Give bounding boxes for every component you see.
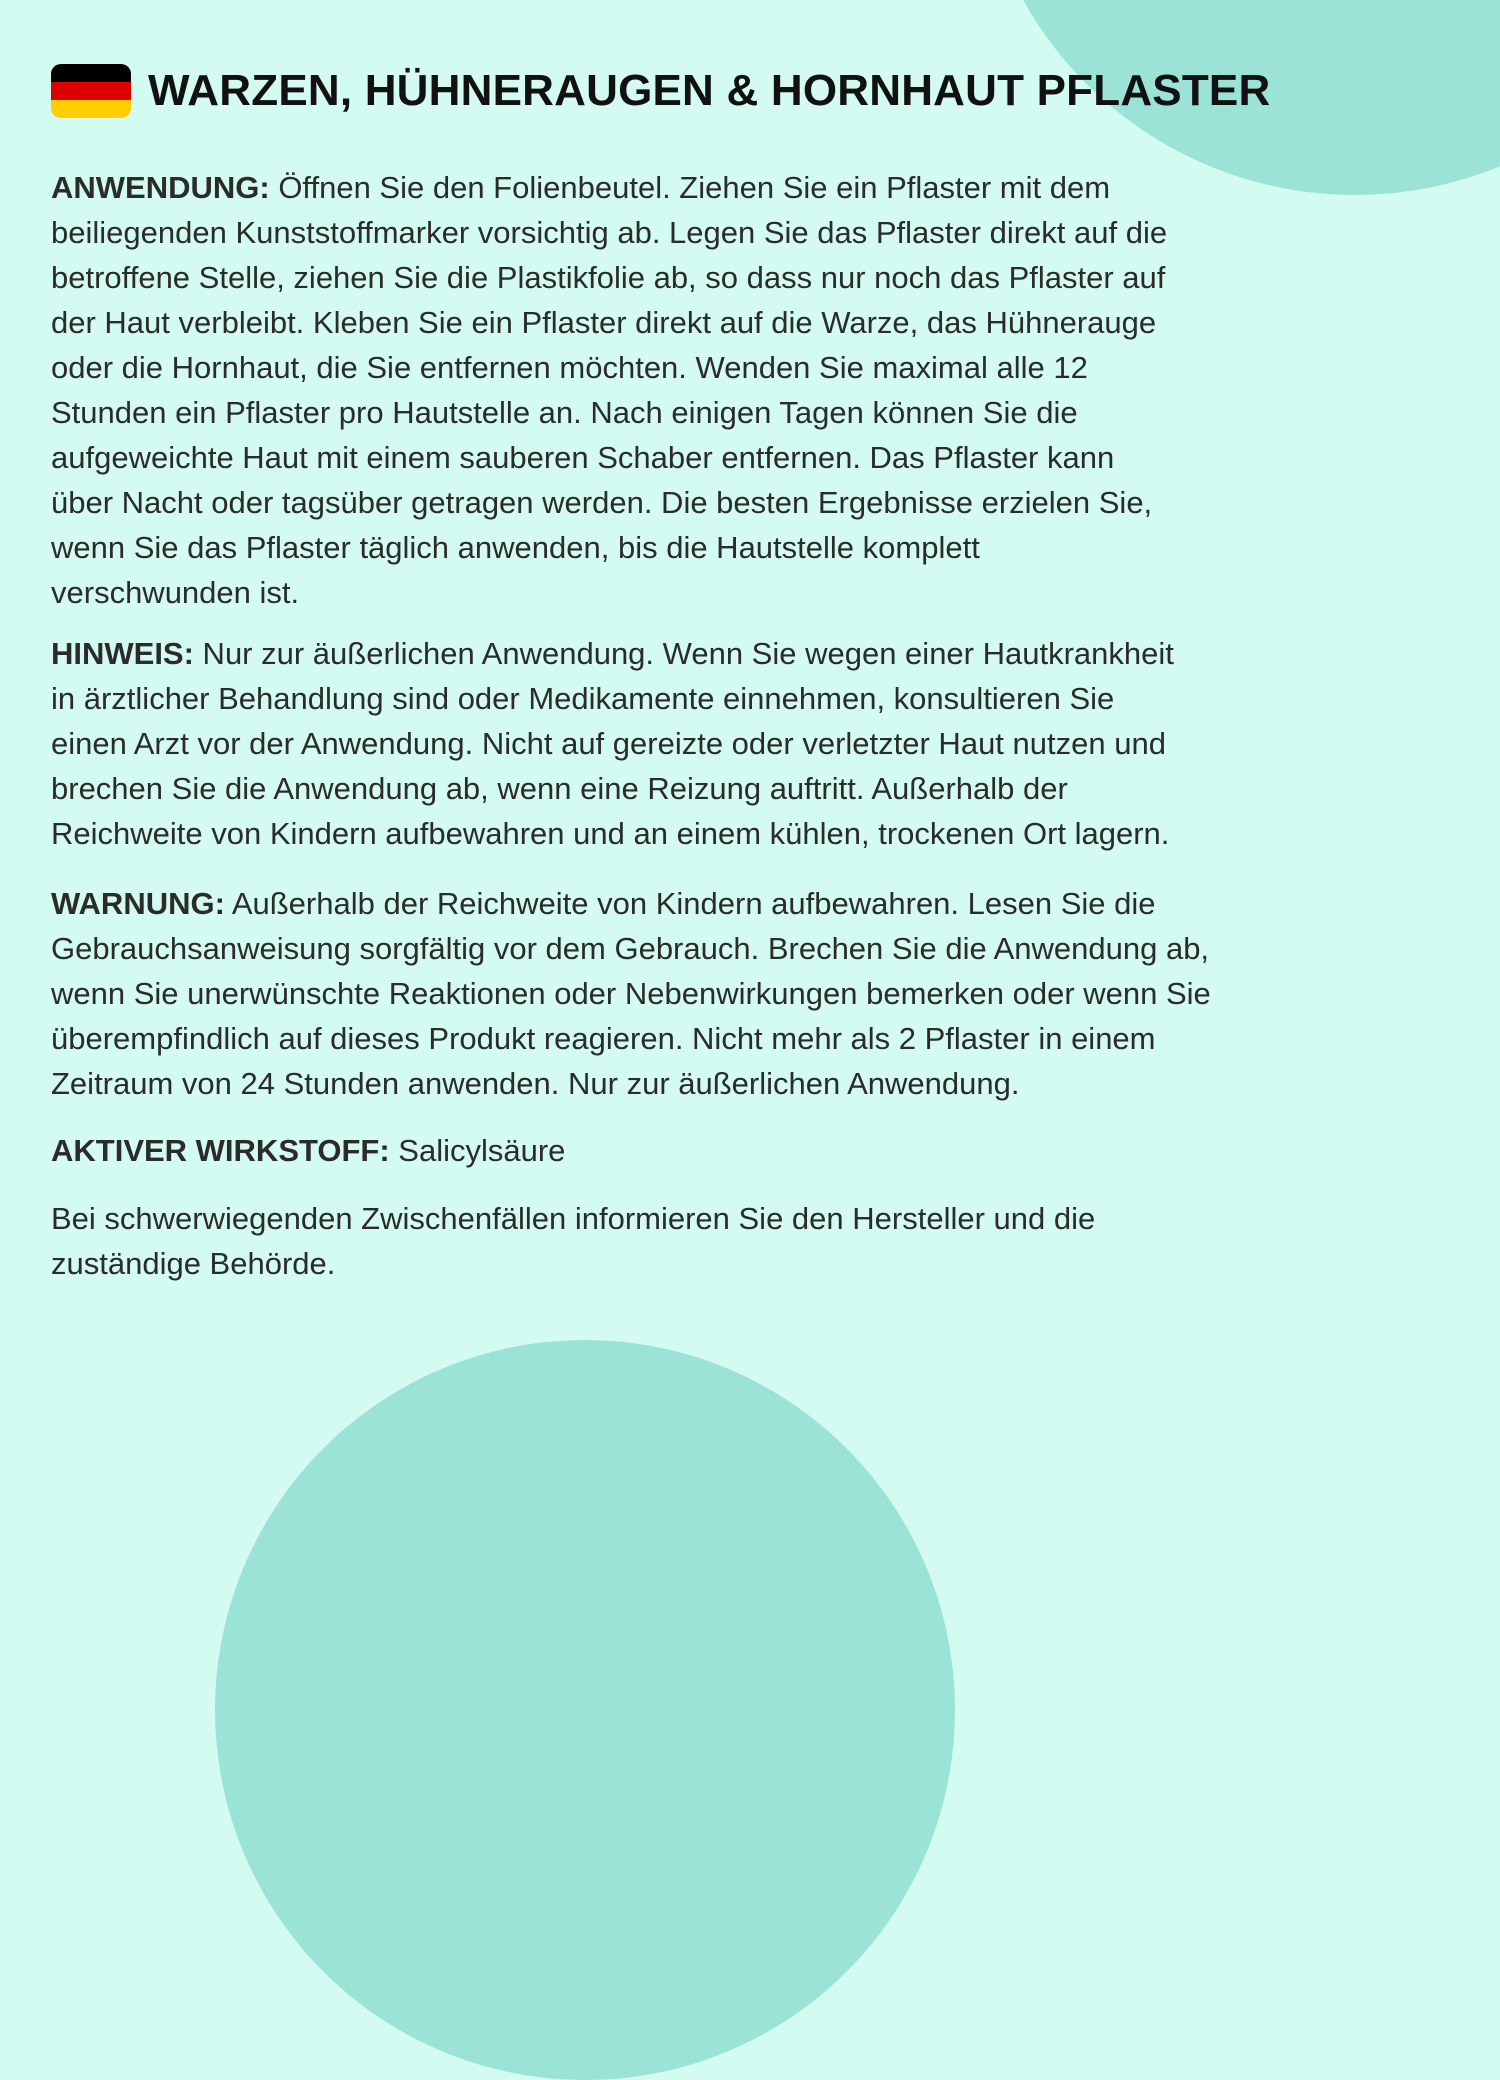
text-line: wenn Sie unerwünschte Reaktionen oder Nebenwirkungen bemerken oder wenn Sie: [51, 976, 1211, 1011]
text-line: beiliegenden Kunststoffmarker vorsichtig ab. Legen Sie das Pflaster direkt auf die: [51, 215, 1168, 250]
section-anwendung: [51, 165, 1167, 615]
text-line: wenn Sie das Pflaster täglich anwenden, bis die Hautstelle komplett: [51, 530, 980, 565]
section-warnung: [51, 881, 1211, 1106]
flag-stripe-red: [51, 82, 131, 100]
page-title: WARZEN, HÜHNERAUGEN & HORNHAUT PFLASTER: [148, 66, 1271, 115]
text-line: in ärztlicher Behandlung sind oder Medikamente einnehmen, konsultieren Sie: [51, 681, 1115, 716]
text-line: Nur zur äußerlichen Anwendung. Wenn Sie wegen einer Hautkrankheit: [193, 636, 1174, 671]
section-label: AKTIVER WIRKSTOFF:: [51, 1133, 390, 1168]
text-line: Öffnen Sie den Folienbeutel. Ziehen Sie ein Pflaster mit dem: [269, 170, 1111, 205]
text-line: überempfindlich auf dieses Produkt reagieren. Nicht mehr als 2 Pflaster in einem: [51, 1021, 1156, 1056]
flag-stripe-gold: [51, 100, 131, 118]
text-line: der Haut verbleibt. Kleben Sie ein Pflaster direkt auf die Warze, das Hühnerauge: [51, 305, 1157, 340]
text-line: verschwunden ist.: [51, 575, 300, 610]
text-line: zuständige Behörde.: [51, 1246, 336, 1281]
section-label: WARNUNG:: [51, 886, 225, 921]
text-line: Bei schwerwiegenden Zwischenfällen informieren Sie den Hersteller und die: [51, 1201, 1096, 1236]
germany-flag-icon: [51, 64, 131, 118]
text-line: Außerhalb der Reichweite von Kindern aufbewahren. Lesen Sie die: [224, 886, 1156, 921]
flag-stripe-black: [51, 64, 131, 82]
section-label: ANWENDUNG:: [51, 170, 270, 205]
section-label: HINWEIS:: [51, 636, 194, 671]
text-line: oder die Hornhaut, die Sie entfernen möchten. Wenden Sie maximal alle 12: [51, 350, 1088, 385]
active-ingredient: Salicylsäure: [389, 1133, 566, 1168]
header: [51, 56, 1451, 126]
text-line: Gebrauchsanweisung sorgfältig vor dem Gebrauch. Brechen Sie die Anwendung ab,: [51, 931, 1210, 966]
section-footer-notice: [51, 1196, 1095, 1286]
text-line: Reichweite von Kindern aufbewahren und an einem kühlen, trockenen Ort lagern.: [51, 816, 1170, 851]
text-line: betroffene Stelle, ziehen Sie die Plastikfolie ab, so dass nur noch das Pflaster auf: [51, 260, 1166, 295]
text-line: Stunden ein Pflaster pro Hautstelle an. Nach einigen Tagen können Sie die: [51, 395, 1078, 430]
text-line: brechen Sie die Anwendung ab, wenn eine Reizung auftritt. Außerhalb der: [51, 771, 1068, 806]
text-line: über Nacht oder tagsüber getragen werden. Die besten Ergebnisse erzielen Sie,: [51, 485, 1153, 520]
text-line: einen Arzt vor der Anwendung. Nicht auf gereizte oder verletzter Haut nutzen und: [51, 726, 1166, 761]
section-hinweis: [51, 631, 1174, 856]
document-content: [51, 56, 1451, 1281]
text-line: aufgeweichte Haut mit einem sauberen Schaber entfernen. Das Pflaster kann: [51, 440, 1115, 475]
section-wirkstoff: [51, 1128, 565, 1173]
text-line: Zeitraum von 24 Stunden anwenden. Nur zur äußerlichen Anwendung.: [51, 1066, 1020, 1101]
decorative-circle-bottom: [215, 1340, 955, 2080]
